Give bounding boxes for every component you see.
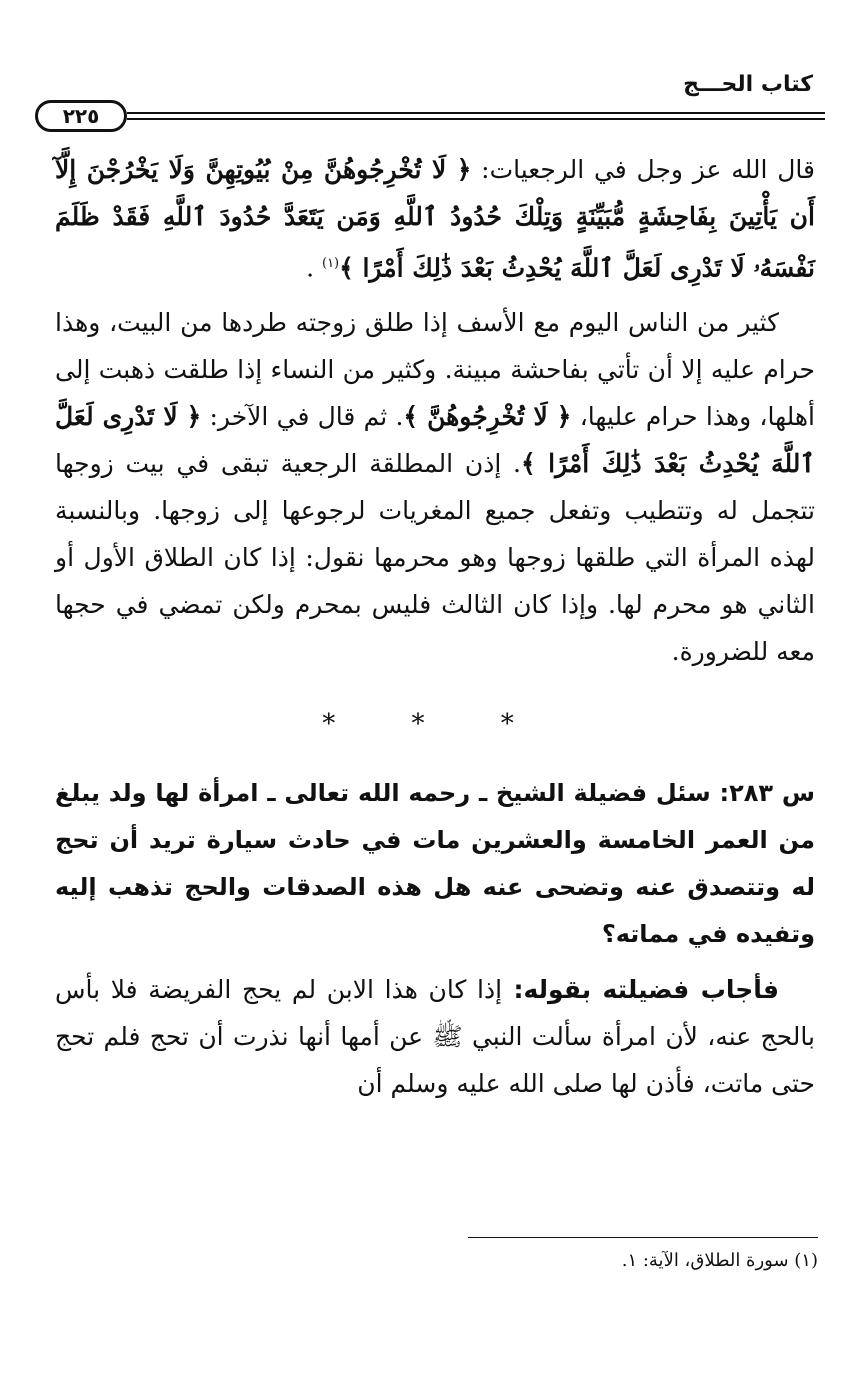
paragraph-1-end: .	[306, 253, 322, 283]
footnote-marker[interactable]: (١)	[321, 256, 340, 271]
answer-lead: فأجاب فضيلته بقوله:	[502, 975, 779, 1005]
answer-paragraph	[55, 966, 815, 1107]
footnote-rule	[468, 1237, 818, 1238]
quran-verse-3: ﴿ لَا تَدْرِى لَعَلَّ ٱللَّهَ يُحْدِثُ بَعْدَ ذَٰلِكَ أَمْرًا ﴾	[55, 402, 816, 479]
paragraph-2	[55, 299, 815, 675]
rule-line-bottom	[127, 118, 825, 120]
header-rule	[35, 100, 825, 134]
question-283: س ٢٨٣: سئل فضيلة الشيخ ـ رحمه الله تعالى ـ امرأة لها ولد يبلغ من العمر الخامسة والعشرين مات في حادث سيارة تريد أن تحج له وتتصدق عنه وتضحى عنه هل هذه الصدقات والحج تذهب إليه وتفيده في مماته؟	[55, 779, 815, 949]
rule-line-top	[127, 112, 825, 114]
footnote-1: (١) سورة الطلاق، الآية: ١.	[621, 1250, 818, 1271]
paragraph-1	[55, 146, 815, 291]
paragraph-2-text-2: . ثم قال في الآخر:	[201, 402, 404, 432]
quran-verse-1: ﴿ لَا تُخْرِجُوهُنَّ مِنْ بُيُوتِهِنَّ وَلَا يَخْرُجْنَ إِلَّآ أَن يَأْتِينَ بِفَاحِشَةٍ مُّبَيِّنَةٍ وَتِلْكَ حُدُودُ ٱللَّهِ وَمَن يَتَعَدَّ حُدُودَ ٱللَّهِ فَقَدْ ظَلَمَ نَفْسَهُۥ لَا تَدْرِى لَعَلَّ ٱللَّهَ يُحْدِثُ بَعْدَ ذَٰلِكَ أَمْرًا ﴾	[55, 155, 815, 283]
quran-verse-2: ﴿ لَا تُخْرِجُوهُنَّ ﴾	[403, 402, 572, 432]
paragraph-2-text-1: كثير من الناس اليوم مع الأسف إذا طلق زوجته طردها من البيت، وهذا حرام عليه إلا أن تأتي بفاحشة مبينة. وكثير من النساء إذا طلقت ذهبت إلى أهلها، وهذا حرام عليها،	[55, 308, 816, 432]
paragraph-1-intro: قال الله عز وجل في الرجعيات:	[471, 155, 815, 184]
answer-text: إذا كان هذا الابن لم يحج الفريضة فلا بأس بالحج عنه، لأن امرأة سألت النبي ﷺ عن أمها أنها نذرت أن تحج فلم تحج حتى ماتت، فأذن لها صلى الله عليه وسلم أن	[55, 975, 815, 1099]
page-number: ٢٢٥	[35, 100, 127, 132]
section-separator: * * *	[322, 709, 548, 740]
page-body	[55, 146, 815, 1115]
book-title: كتاب الحـــج	[683, 72, 813, 97]
paragraph-2-text-3: . إذن المطلقة الرجعية تبقى في بيت زوجها تتجمل له وتتطيب وتفعل جميع المغريات لرجوعها إلى زوجها. وبالنسبة لهذه المرأة التي طلقها زوجها وهو محرمها نقول: إذا كان الطلاق الأول أو الثاني هو محرم لها. وإذا كان الثالث فليس بمحرم ولكن تمضي في حجها معه للضرورة.	[55, 449, 815, 667]
